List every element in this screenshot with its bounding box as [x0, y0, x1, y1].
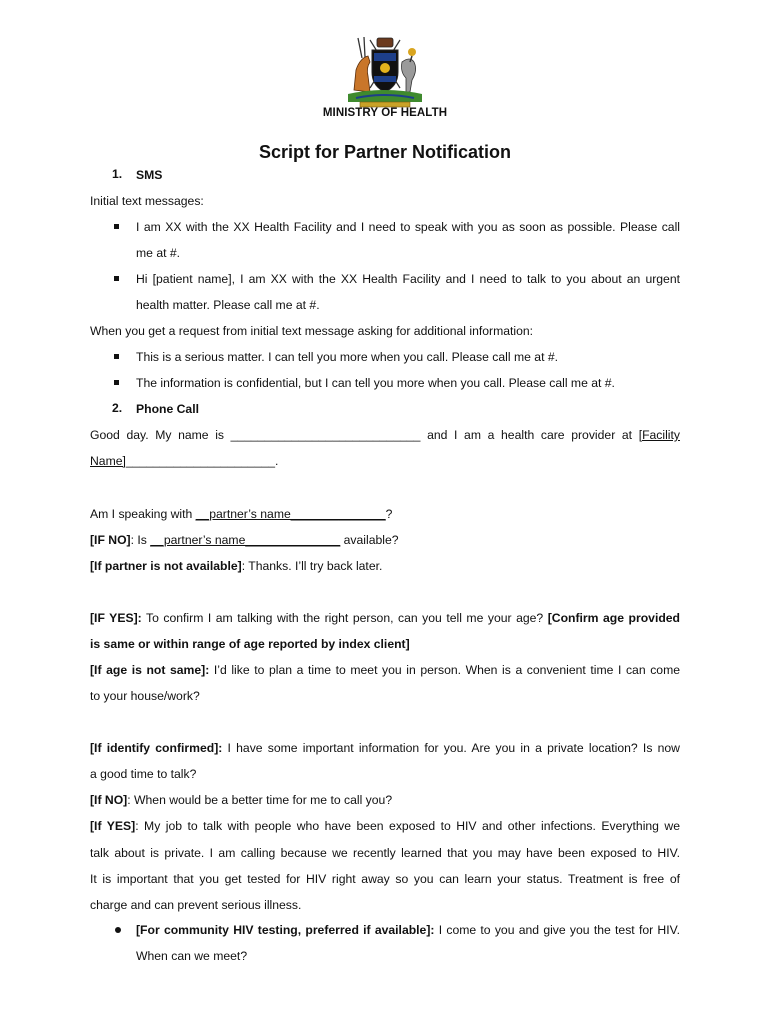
bullet-square [114, 276, 119, 281]
greeting-line-1 [90, 427, 680, 443]
identify-confirmed-line-2: a good time to talk? [90, 767, 197, 781]
sms-response-2: The information is confidential, but I can tell you more when you call. Please call me at #. [136, 376, 615, 390]
community-testing-tag: [For community HIV testing, preferred if available]: [136, 923, 435, 937]
sms-message-2-line-2: health matter. Please call me at #. [136, 298, 320, 312]
ministry-heading: MINISTRY OF HEALTH [322, 107, 448, 119]
not-available-tag: [If partner is not available] [90, 559, 242, 573]
facility-name-placeholder-cont: Name] [90, 454, 126, 468]
speaking-with-line [90, 506, 680, 522]
if-yes-line-1 [90, 610, 680, 626]
if-yes-2-line-2: talk about is private. I am calling because we recently learned that you may have been exposed to HIV. [90, 846, 680, 860]
identify-confirmed-text: I have some important information for you. Are you in a private location? Is now [222, 741, 680, 755]
community-testing-line-2: When can we meet? [136, 949, 248, 963]
coat-of-arms-emblem [340, 32, 430, 108]
if-yes-text: To confirm I am talking with the right person, can you tell me your age? [141, 611, 548, 625]
sms-message-1-line-1: I am XX with the XX Health Facility and I need to speak with you as soon as possible. Please call [136, 220, 680, 234]
identify-confirmed-line-1 [90, 740, 680, 756]
identify-confirmed-tag: [If identify confirmed]: [90, 741, 223, 755]
if-no-tag: [IF NO] [90, 533, 131, 547]
sms-followup-intro: When you get a request from initial text message asking for additional information: [90, 324, 534, 338]
if-no-2-text: : When would be a better time for me to call you? [127, 793, 393, 807]
age-not-same-tag: [If age is not same]: [90, 663, 210, 677]
greeting-line-2 [90, 453, 680, 469]
if-yes-2-line-3: It is important that you get tested for HIV right away so you can learn your status. Treatment is free of [90, 872, 680, 886]
not-available-line [90, 558, 680, 574]
if-yes-2-line-4: charge and can prevent serious illness. [90, 898, 302, 912]
document-title: Script for Partner Notification [258, 142, 512, 162]
section-2-number: 2. [112, 401, 123, 415]
confirm-age-instruction: [Confirm age provided [547, 611, 681, 625]
bullet-square [114, 224, 119, 229]
not-available-text: : Thanks. I’ll try back later. [241, 559, 383, 573]
sms-message-1-line-2: me at #. [136, 246, 181, 260]
if-no-2-line [90, 792, 680, 808]
confirm-age-instruction-cont: is same or within range of age reported by index client] [90, 637, 410, 651]
speaking-text: Am I speaking with [90, 507, 196, 521]
if-yes-2-text: : My job to talk with people who have been exposed to HIV and other infections. Everything we [135, 819, 680, 833]
age-not-same-text: I’d like to plan a time to meet you in person. When is a convenient time I can come [209, 663, 680, 677]
if-yes-2-tag: [If YES] [90, 819, 136, 833]
age-not-same-line-2: to your house/work? [90, 689, 200, 703]
section-2-heading: Phone Call [136, 402, 199, 416]
community-testing-text: I come to you and give you the test for HIV. [434, 923, 681, 937]
if-yes-2-line-1 [90, 818, 680, 834]
sms-message-2-line-1: Hi [patient name], I am XX with the XX Health Facility and I need to talk to you about an urgent [136, 272, 680, 286]
community-testing-line-1 [136, 922, 680, 938]
bullet-square [114, 380, 119, 385]
greeting-text: Good day. My name is ____________________________ and I am a health care provider at [90, 428, 639, 442]
section-1-number: 1. [112, 167, 123, 181]
partner-name-blank: __partner’s name______________ [195, 507, 386, 521]
if-no-2-tag: [If NO] [90, 793, 128, 807]
bullet-square [114, 354, 119, 359]
if-no-line [90, 532, 680, 548]
sms-response-1: This is a serious matter. I can tell you more when you call. Please call me at #. [136, 350, 559, 364]
greeting-blank: ______________________. [125, 454, 279, 468]
sms-intro: Initial text messages: [90, 194, 204, 208]
if-no-text: : Is [130, 533, 151, 547]
facility-name-placeholder: [Facility [638, 428, 680, 442]
partner-name-blank: __partner’s name______________ [150, 533, 341, 547]
bullet-dot [115, 927, 121, 933]
if-no-text-end: available? [340, 533, 399, 547]
if-yes-tag: [IF YES]: [90, 611, 142, 625]
section-1-heading: SMS [136, 168, 163, 182]
question-mark: ? [385, 507, 393, 521]
age-not-same-line-1 [90, 662, 680, 678]
